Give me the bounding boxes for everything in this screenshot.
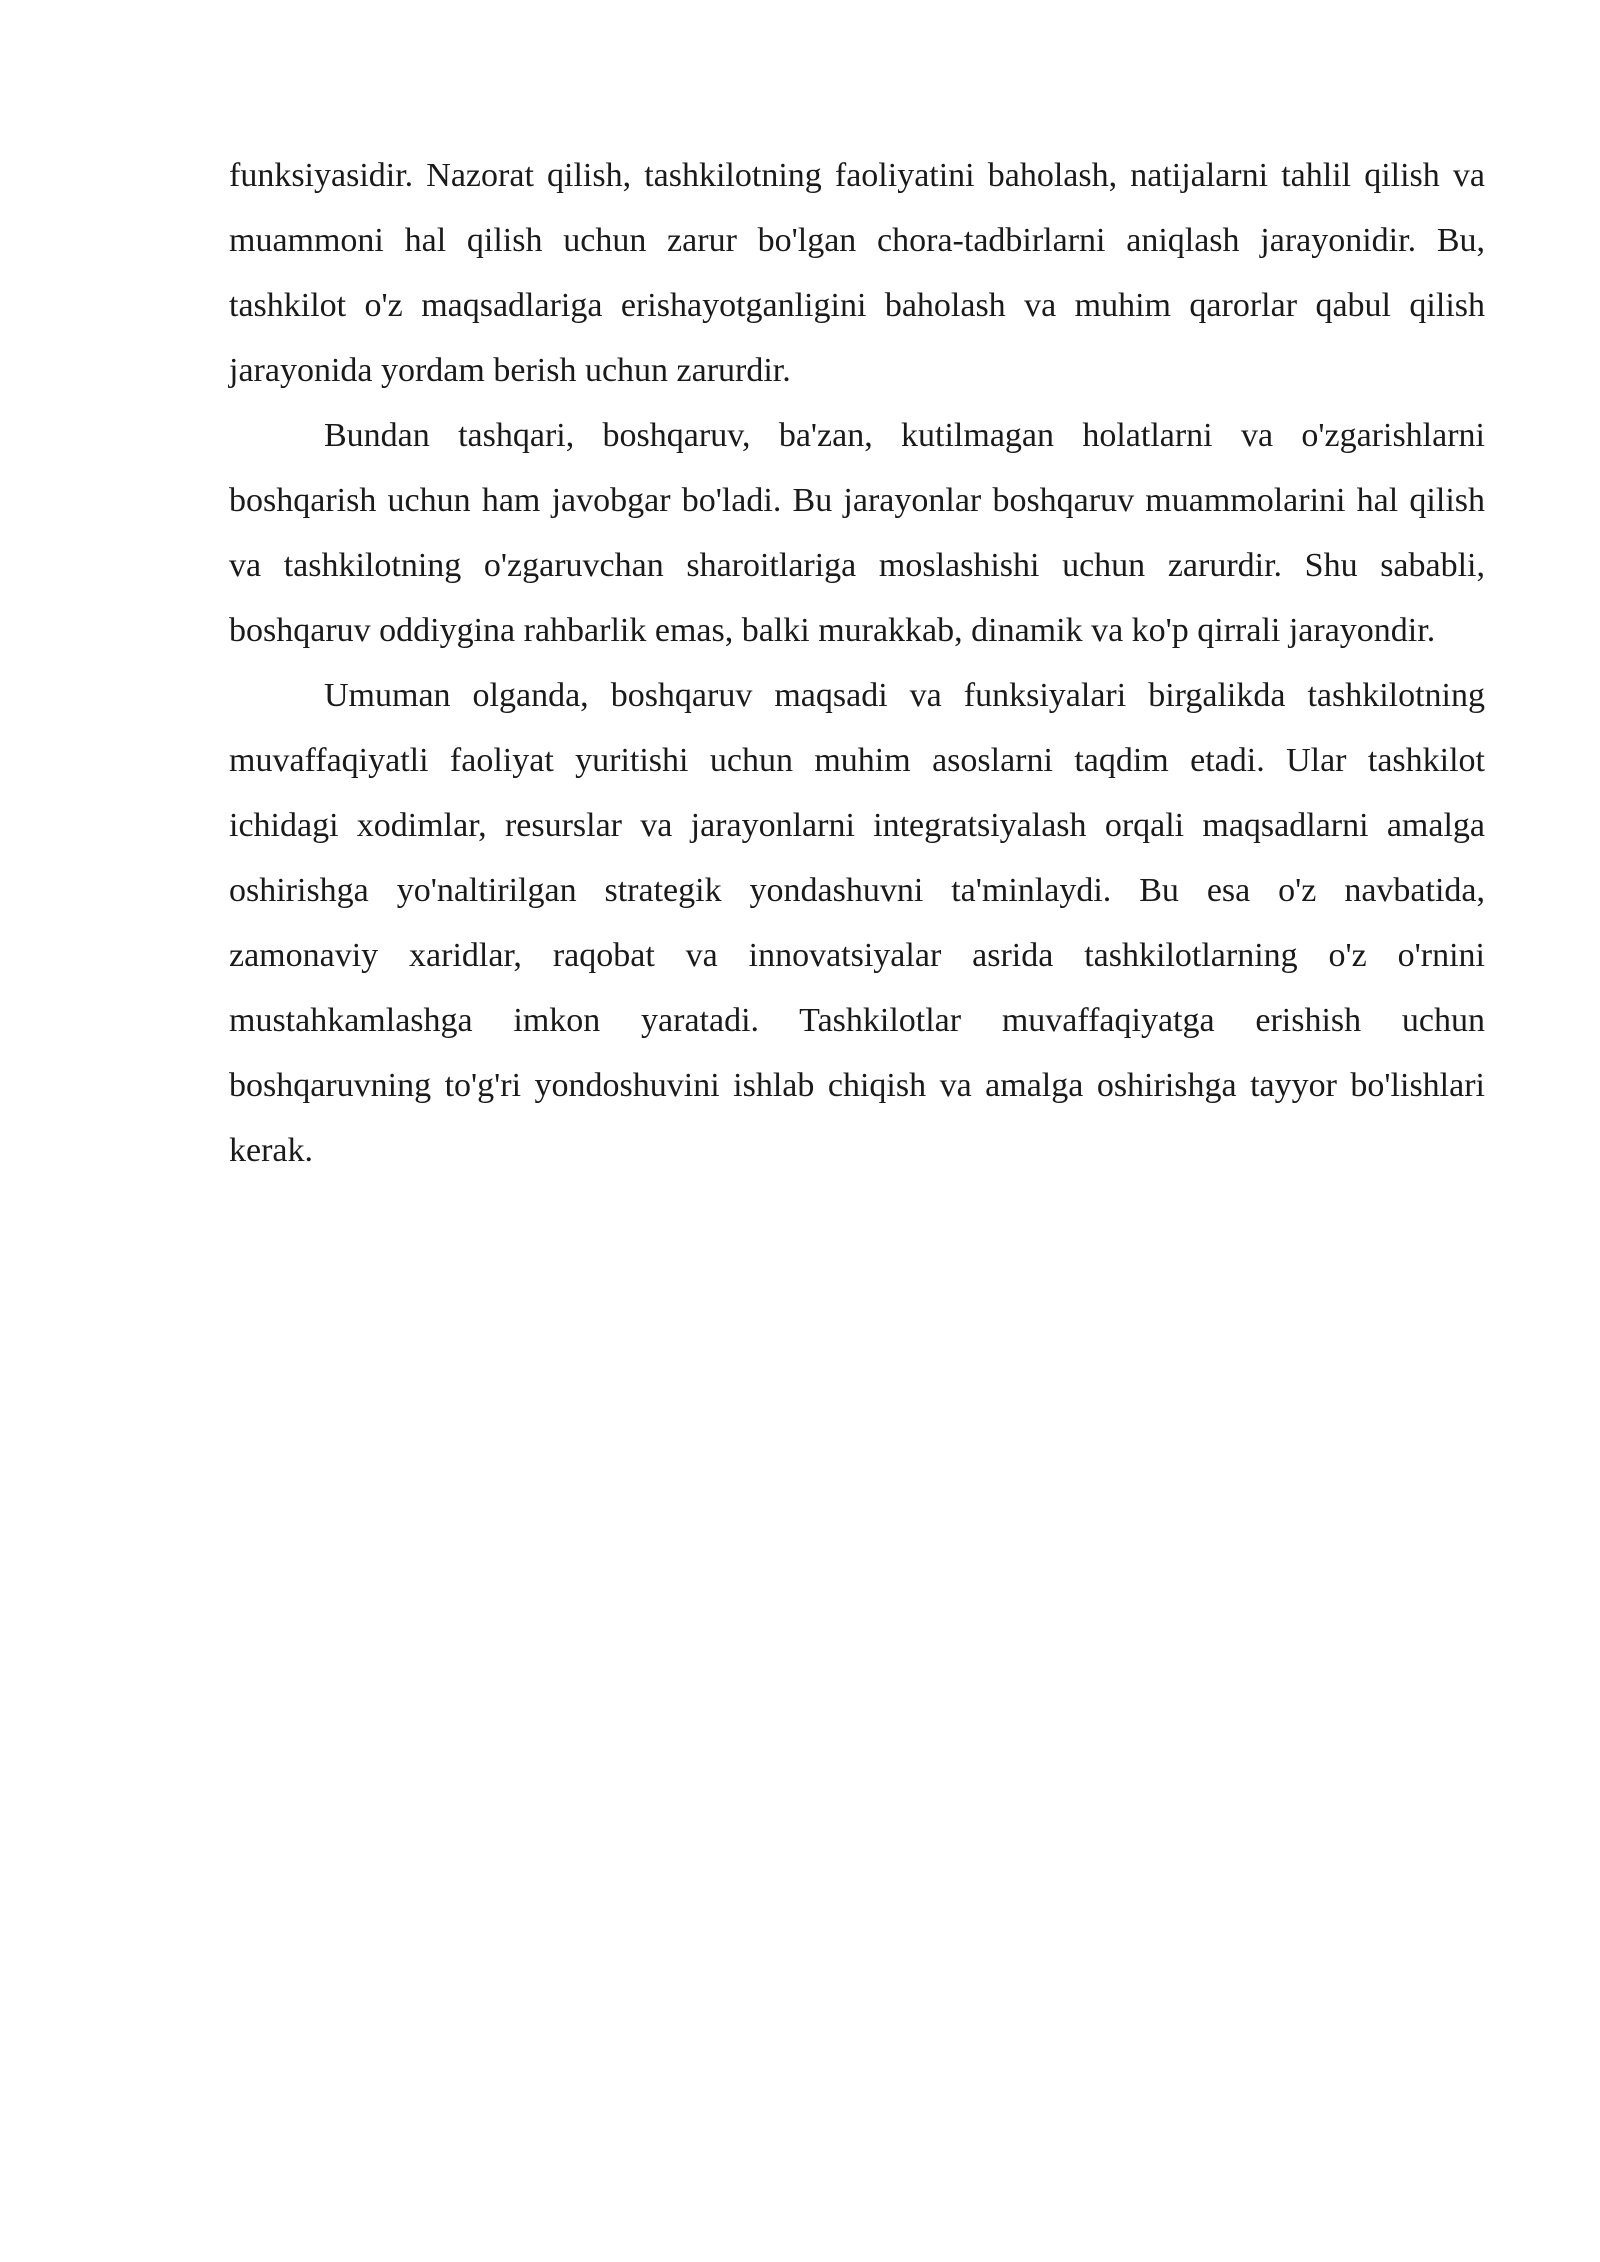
paragraph-conclusion: Umuman olganda, boshqaruv maqsadi va funksiyalari birgalikda tashkilotning muvaffaqiyatli faoliyat yuritishi uchun muhim asoslarni taqdim etadi. Ular tashkilot ichidagi xodimlar, resurslar va jarayonlarni integratsiyalash orqali maqsadlarni amalga oshirishga yo'naltirilgan strategik yondashuvni ta'minlaydi. Bu esa o'z navbatida, zamonaviy xaridlar, raqobat va innovatsiyalar asrida tashkilotlarning o'z o'rnini mustahkamlashga imkon yaratadi. Tashkilotlar muvaffaqiyatga erishish uchun boshqaruvning to'g'ri yondoshuvini ishlab chiqish va amalga oshirishga tayyor bo'lishlari kerak. [229,677,1485,1169]
paragraph-change-management: Bundan tashqari, boshqaruv, ba'zan, kutilmagan holatlarni va o'zgarishlarni boshqarish uchun ham javobgar bo'ladi. Bu jarayonlar boshqaruv muammolarini hal qilish va tashkilotning o'zgaruvchan sharoitlariga moslashishi uchun zarurdir. Shu sababli, boshqaruv oddiygina rahbarlik emas, balki murakkab, dinamik va ko'p qirrali jarayondir. [229,417,1485,649]
document-body [229,143,1485,1183]
paragraph-continuation: funksiyasidir. Nazorat qilish, tashkilotning faoliyatini baholash, natijalarni tahlil qilish va muammoni hal qilish uchun zarur bo'lgan chora-tadbirlarni aniqlash jarayonidir. Bu, tashkilot o'z maqsadlariga erishayotganligini baholash va muhim qarorlar qabul qilish jarayonida yordam berish uchun zarurdir. [229,157,1485,389]
